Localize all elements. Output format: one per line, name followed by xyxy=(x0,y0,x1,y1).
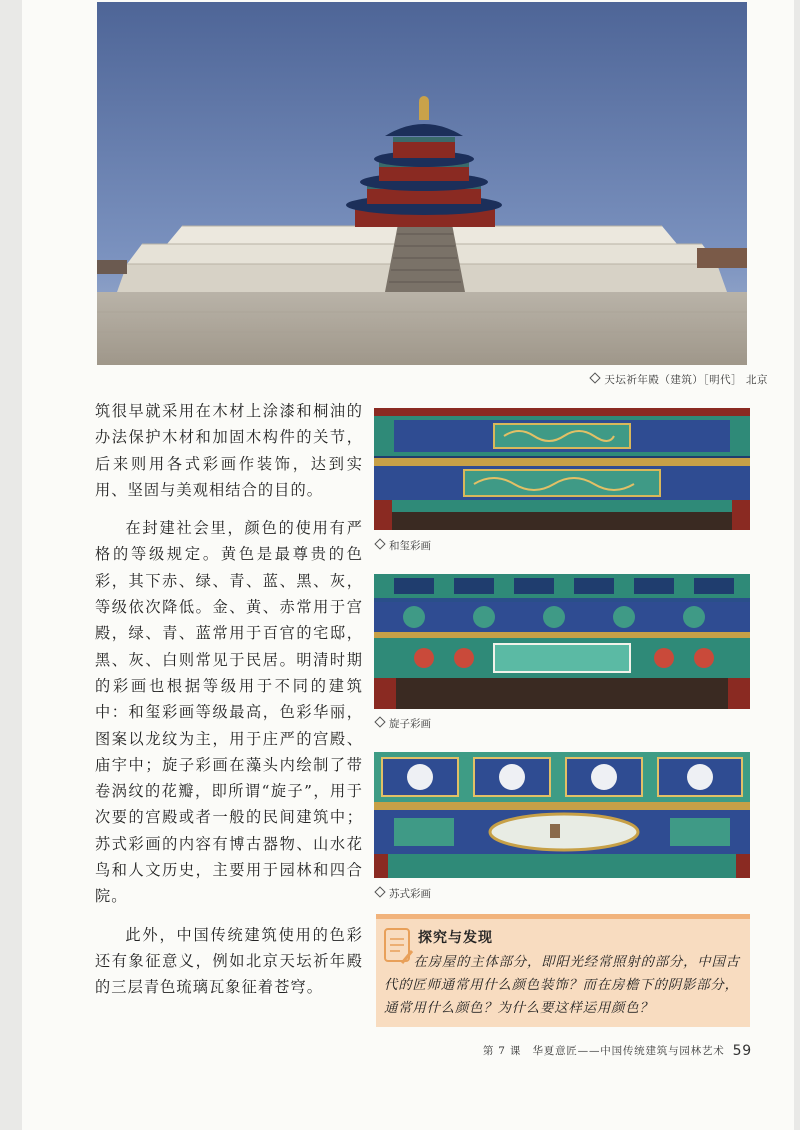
hexi-caption: 和玺彩画 xyxy=(376,538,431,553)
caption-marker-icon xyxy=(374,886,385,897)
explore-box xyxy=(376,914,750,1027)
suzhou-painting-photo xyxy=(374,752,750,878)
temple-caption: 天坛祈年殿（建筑）［明代］ 北京 xyxy=(591,372,768,387)
textbook-page xyxy=(22,0,794,1130)
caption-marker-icon xyxy=(374,538,385,549)
suzhou-caption: 苏式彩画 xyxy=(376,886,431,901)
explore-question: 在房屋的主体部分，即阳光经常照射的部分，中国古代的匠师通常用什么颜色装饰？而在房檐下的阴影部分，通常用什么颜色？为什么要这样运用颜色？ xyxy=(384,955,740,1016)
lesson-title: 第 7 课 华夏意匠——中国传统建筑与园林艺术 xyxy=(482,1045,725,1057)
caption-marker-icon xyxy=(374,716,385,727)
xuanzi-painting-photo xyxy=(374,574,750,709)
paragraph-3: 此外，中国传统建筑使用的色彩还有象征意义，例如北京天坛祈年殿的三层青色琉璃瓦象征着苍穹。 xyxy=(95,925,363,997)
paragraph-2: 在封建社会里，颜色的使用有严格的等级规定。黄色是最尊贵的色彩，其下赤、绿、青、蓝、黑、灰，等级依次降低。金、黄、赤常用于宫殿，绿、青、蓝常用于百官的宅邸，黑、灰、白则常见于民居。明清时期的彩画也根据等级用于不同的建筑中：和玺彩画等级最高，色彩华丽，图案以龙纹为主，用于庄严的宫殿、庙宇中；旋子彩画在藻头内绘制了带卷涡纹的花瓣，即所谓“旋子”，用于次要的宫殿或者一般的民间建筑中；苏式彩画的内容有博古器物、山水花鸟和人文历史，主要用于园林和四合院。 xyxy=(95,519,363,906)
hexi-painting-photo xyxy=(374,408,750,530)
temple-photo xyxy=(97,2,747,365)
caption-marker-icon xyxy=(590,372,601,383)
xuanzi-caption: 旋子彩画 xyxy=(376,716,431,731)
page-footer xyxy=(483,1043,752,1059)
paragraph-1: 筑很早就采用在木材上涂漆和桐油的办法保护木材和加固木构件的关节，后来则用各式彩画作装饰，达到实用、坚固与美观相结合的目的。 xyxy=(95,402,363,499)
explore-title: 探究与发现 xyxy=(418,930,493,946)
page-number: 59 xyxy=(732,1043,752,1059)
body-text xyxy=(95,398,363,1013)
